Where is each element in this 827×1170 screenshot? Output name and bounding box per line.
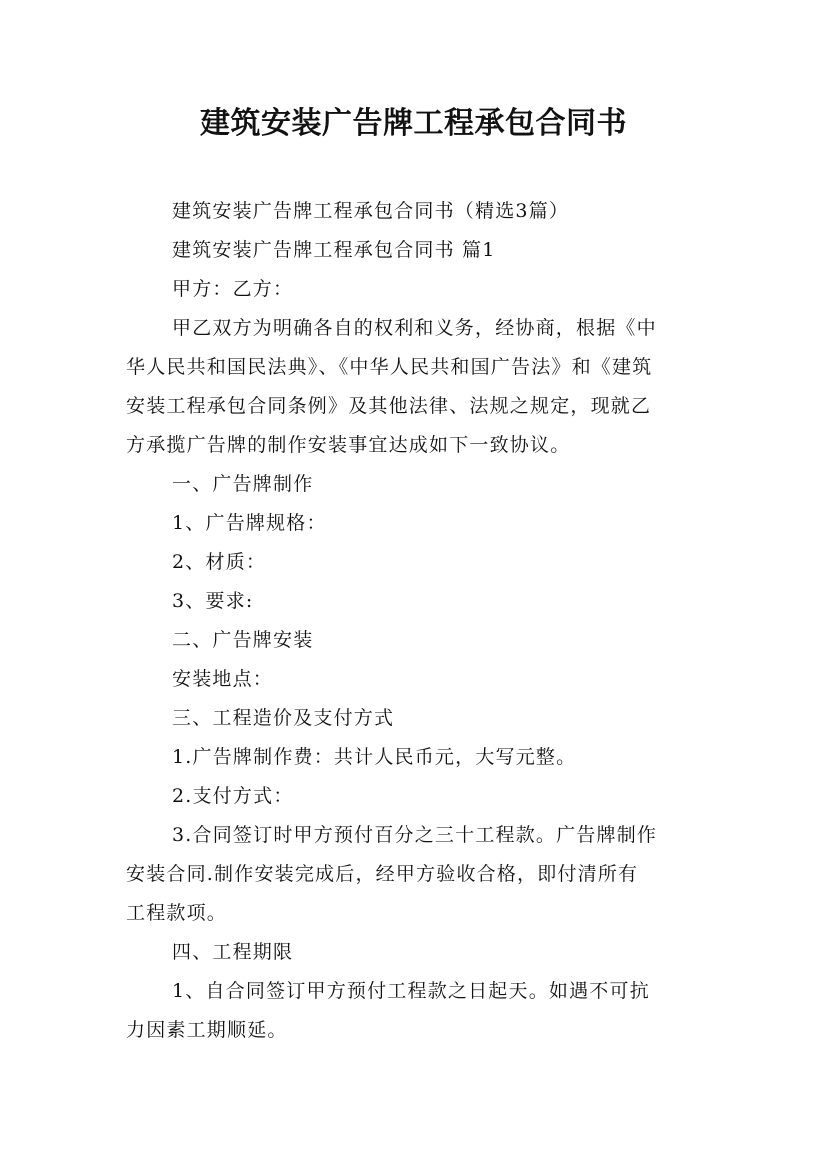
document-line: 华人民共和国民法典》、《中华人民共和国广告法》和《建筑 [126,356,653,378]
document-line: 安装合同.制作安装完成后，经甲方验收合格，即付清所有 [126,863,639,885]
document-line: 2、材质： [172,551,267,573]
document-line: 建筑安装广告牌工程承包合同书（精选3篇） [172,200,570,222]
document-line: 1、广告牌规格： [172,512,327,534]
document-line: 1、自合同签订甲方预付工程款之日起天。如遇不可抗 [172,980,650,1002]
document-line: 工程款项。 [126,902,228,924]
document-line: 3、要求: [172,590,254,612]
document-line: 建筑安装广告牌工程承包合同书 篇1 [172,239,496,261]
document-line: 安装地点： [172,668,274,690]
document-line: 3.合同签订时甲方预付百分之三十工程款。广告牌制作 [172,824,658,846]
document-line: 四、工程期限 [172,941,294,963]
document-title: 建筑安装广告牌工程承包合同书 [200,106,627,141]
document-line: 甲乙双方为明确各自的权利和义务，经协商，根据《中 [172,317,657,339]
document-line: 一、广告牌制作 [172,473,314,495]
document-line: 1.广告牌制作费：共计人民币元，大写元整。 [172,746,577,768]
document-line: 甲方：乙方： [172,278,294,300]
document-line: 三、工程造价及支付方式 [172,707,395,729]
document-line: 二、广告牌安装 [172,629,314,651]
document-line: 方承揽广告牌的制作安装事宜达成如下一致协议。 [126,434,571,456]
document-body [126,192,708,1050]
document-line: 力因素工期顺延。 [126,1019,288,1041]
document-line: 2.支付方式： [172,785,294,807]
document-line: 安装工程承包合同条例》及其他法律、法规之规定，现就乙 [126,395,652,417]
